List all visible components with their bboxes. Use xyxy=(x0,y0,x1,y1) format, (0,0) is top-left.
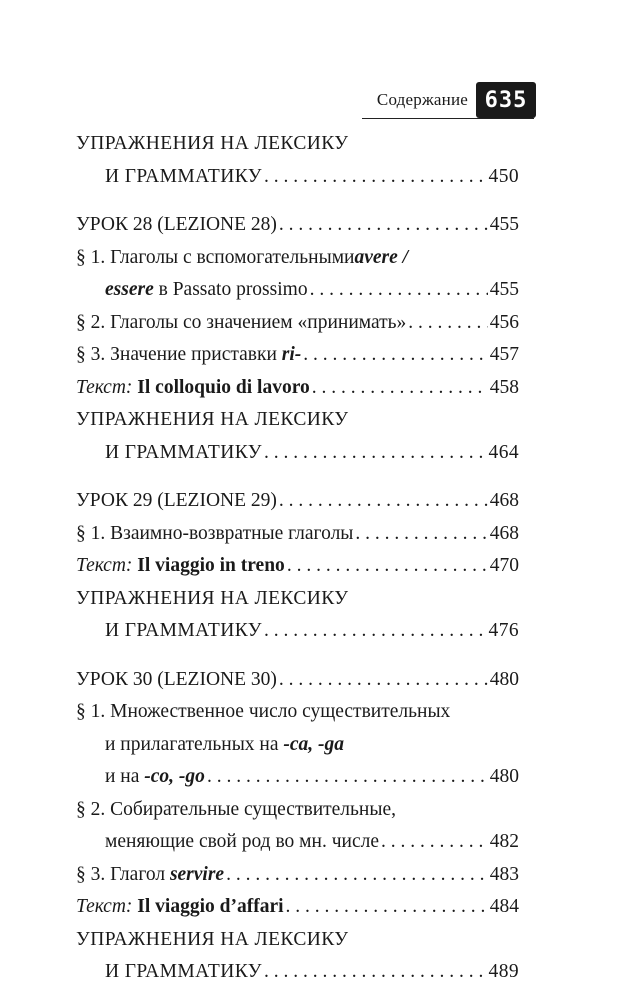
dot-leader xyxy=(226,859,488,892)
page-ref: 458 xyxy=(489,376,519,398)
toc-entry[interactable]: УРОК 29 (LEZIONE 29) . . . 468 xyxy=(76,485,519,518)
toc-entry[interactable]: § 1. Множественное число существительных xyxy=(76,701,451,722)
page-ref: 482 xyxy=(489,831,519,852)
page-ref: 489 xyxy=(488,961,519,982)
page-ref: 483 xyxy=(489,863,519,885)
dot-leader xyxy=(279,209,488,242)
dot-leader xyxy=(264,956,487,989)
dot-leader xyxy=(207,761,488,794)
dot-leader xyxy=(286,891,488,924)
header-rule xyxy=(362,118,534,119)
toc-entry[interactable]: § 3. Значение приставки ri- . . . 457 xyxy=(76,339,519,372)
table-of-contents xyxy=(76,128,519,989)
page-ref: 457 xyxy=(489,344,519,365)
dot-leader xyxy=(264,437,487,470)
dot-leader xyxy=(408,307,487,340)
page-number-badge: 635 xyxy=(476,82,536,118)
toc-entry[interactable]: Текст: Il viaggio d’affari . . . 484 xyxy=(76,891,519,924)
dot-leader xyxy=(312,372,488,405)
toc-entry[interactable]: § 2. Глаголы со значением «принимать» . . . 456 xyxy=(76,307,519,340)
page-ref: 456 xyxy=(489,311,519,333)
toc-entry[interactable]: И ГРАММАТИКУ . . . 464 xyxy=(76,437,519,470)
toc-entry[interactable]: И ГРАММАТИКУ . . . 450 xyxy=(76,161,519,194)
toc-entry[interactable]: УРОК 30 (LEZIONE 30) . . . 480 xyxy=(76,664,519,697)
page-ref: 468 xyxy=(489,522,519,544)
dot-leader xyxy=(279,485,488,518)
toc-entry[interactable]: и на -co, -go . . . 480 xyxy=(76,761,519,794)
toc-entry[interactable]: И ГРАММАТИКУ . . . 489 xyxy=(76,956,519,989)
toc-entry[interactable]: УПРАЖНЕНИЯ НА ЛЕКСИКУ xyxy=(76,587,349,609)
dot-leader xyxy=(310,274,488,307)
page-ref: 476 xyxy=(488,620,519,641)
toc-entry[interactable]: Текст: Il viaggio in treno . . . 470 xyxy=(76,550,519,583)
dot-leader xyxy=(355,518,487,551)
page-ref: 450 xyxy=(488,165,519,187)
toc-entry[interactable]: УПРАЖНЕНИЯ НА ЛЕКСИКУ xyxy=(76,409,349,430)
page-ref: 480 xyxy=(489,668,519,690)
page-ref: 470 xyxy=(489,555,519,576)
toc-entry[interactable]: § 1. Взаимно-возвратные глаголы . . . 468 xyxy=(76,518,519,551)
toc-entry[interactable]: И ГРАММАТИКУ . . . 476 xyxy=(76,615,519,648)
dot-leader xyxy=(264,615,487,648)
dot-leader xyxy=(264,161,487,194)
toc-entry[interactable]: УРОК 28 (LEZIONE 28) . . . 455 xyxy=(76,209,519,242)
toc-entry[interactable]: § 1. Глаголы с вспомогательными avere / xyxy=(76,246,409,268)
toc-entry[interactable]: меняющие свой род во мн. числе . . . 482 xyxy=(76,826,519,859)
toc-entry[interactable]: УПРАЖНЕНИЯ НА ЛЕКСИКУ xyxy=(76,928,349,950)
dot-leader xyxy=(279,664,488,697)
toc-entry[interactable]: § 3. Глагол servire . . . 483 xyxy=(76,859,519,892)
page-ref: 455 xyxy=(489,279,519,300)
page-ref: 455 xyxy=(489,214,519,235)
page-ref: 468 xyxy=(489,490,519,511)
toc-entry[interactable]: essere в Passato prossimo . . . 455 xyxy=(76,274,519,307)
toc-entry[interactable]: § 2. Собирательные существительные, xyxy=(76,798,396,820)
dot-leader xyxy=(381,826,488,859)
toc-entry[interactable]: Текст: Il colloquio di lavoro . . . 458 xyxy=(76,372,519,405)
page-ref: 480 xyxy=(489,766,519,787)
toc-entry[interactable]: УПРАЖНЕНИЯ НА ЛЕКСИКУ xyxy=(76,133,349,154)
toc-entry[interactable]: и прилагательных на -ca, -ga xyxy=(105,733,345,755)
page-ref: 484 xyxy=(489,896,519,917)
header-title: Содержание xyxy=(376,90,468,109)
running-header xyxy=(74,78,536,118)
dot-leader xyxy=(303,339,488,372)
page-ref: 464 xyxy=(488,441,519,463)
dot-leader xyxy=(287,550,488,583)
